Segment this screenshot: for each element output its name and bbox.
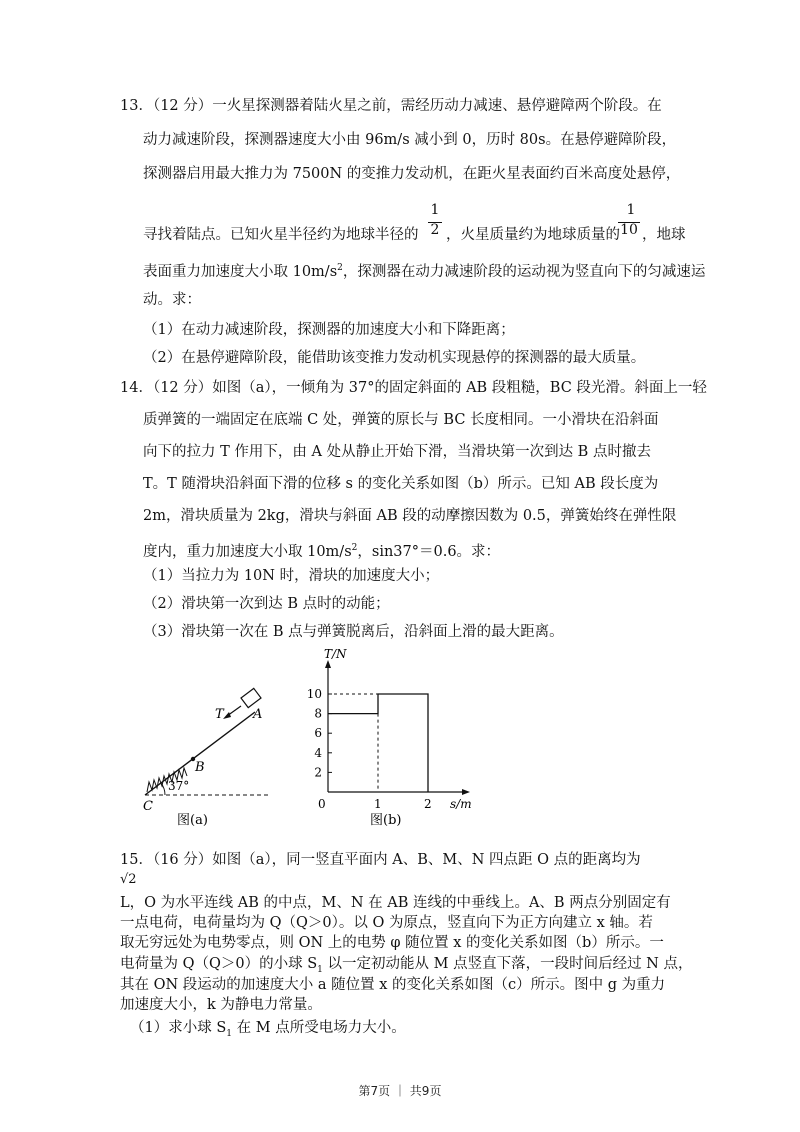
x-axis-label: s/m — [450, 797, 472, 811]
q14-line-6: 度内，重力加速度大小取 $10m/s^2$，sin37°＝0.6。求： — [143, 543, 501, 560]
q13-line-3: 探测器启用最大推力为 7500N 的变推力发动机，在距火星表面约百米高度处悬停， — [143, 166, 681, 182]
slider-block — [241, 688, 261, 707]
fraction-numerator: 1 — [430, 202, 440, 218]
q13-line-1: 13．（12 分）一火星探测器着陆火星之前，需经历动力减速、悬停避障两个阶段。在 — [120, 98, 662, 114]
series-line — [328, 694, 428, 792]
figure-a-incline — [135, 680, 295, 830]
q14-line-2: 质弹簧的一端固定在底端 C 处，弹簧的原长与 BC 长度相同。一小滑块在沿斜面 — [143, 412, 659, 428]
figure-b-chart — [300, 648, 480, 828]
q13-sub-2: （2）在悬停避障阶段，能借助该变推力发动机实现悬停的探测器的最大质量。 — [143, 350, 646, 366]
q13-line-4c: ，地球 — [642, 227, 686, 243]
y-axis-label: T/N — [324, 648, 347, 661]
q13-line-4b: ，火星质量约为地球质量的 — [446, 227, 620, 243]
caption-a: 图(a) — [177, 813, 208, 828]
x-tick-label: 0 — [318, 797, 326, 811]
q15-line-3: 一点电荷，电荷量均为 Q（Q＞0）。以 O 为原点，竖直向下为正方向建立 x 轴。若 — [120, 915, 653, 931]
q13-line-5: 表面重力加速度大小取 $10m/s^2$，探测器在动力减速阶段的运动视为竖直向下的匀减速运 — [143, 263, 706, 280]
caption-b: 图(b) — [370, 813, 402, 828]
superscript: 2 — [337, 263, 343, 273]
fraction-numerator: 1 — [626, 202, 636, 218]
y-tick-label: 2 — [314, 765, 322, 780]
q14-line-1: 14．（12 分）如图（a），一倾角为 37°的固定斜面的 AB 段粗糙，BC 段光滑。斜面上一轻 — [120, 380, 707, 396]
q14-sub-2: （2）滑块第一次到达 B 点时的动能； — [143, 596, 390, 612]
fraction-denominator: 10 — [620, 222, 638, 238]
q13-line-2: 动力减速阶段，探测器速度大小由 96m/s 减小到 0，历时 80s。在悬停避障阶段， — [143, 132, 677, 148]
q15-line-6: 其在 ON 段运动的加速度大小 a 随位置 x 的变化关系如图（c）所示。图中 g 为重力 — [120, 977, 666, 993]
label-t: T — [215, 707, 224, 722]
q15-line-4: 取无穷远处为电势零点，则 ON 上的电势 φ 随位置 x 的变化关系如图（b）所示。一 — [120, 935, 664, 951]
y-tick-label: 4 — [314, 745, 322, 760]
y-axis-arrow — [325, 660, 331, 668]
page-footer: 第7页 ｜ 共9页 — [358, 1084, 442, 1098]
q14-line-3: 向下的拉力 T 作用下，由 A 处从静止开始下滑，当滑块第一次到达 B 点时撤去 — [143, 444, 651, 460]
y-tick-label: 8 — [314, 706, 322, 721]
subscript: 1 — [226, 1028, 233, 1039]
q13-sub-1: （1）在动力减速阶段，探测器的加速度大小和下降距离； — [143, 322, 515, 338]
q14-line-4: T。T 随滑块沿斜面下滑的位移 s 的变化关系如图（b）所示。已知 AB 段长度为 — [143, 476, 659, 492]
q15-sub-1: （1）求小球 $S_1$ 在 M 点所受电场力大小。 — [130, 1020, 406, 1039]
x-tick-label: 2 — [424, 797, 432, 811]
x-tick-label: 1 — [374, 797, 382, 811]
label-a: A — [253, 707, 263, 722]
label-c: C — [143, 799, 153, 814]
force-arrowhead — [223, 712, 231, 719]
fraction-denominator: 2 — [430, 222, 440, 238]
label-angle: 37° — [168, 779, 190, 793]
q15-line-1: 15．（16 分）如图（a），同一竖直平面内 A、B、M、N 四点距 O 点的距离均为 — [120, 852, 641, 868]
y-tick-label: 10 — [306, 687, 322, 701]
subscript: 1 — [317, 964, 323, 975]
q14-sub-1: （1）当拉力为 10N 时，滑块的加速度大小； — [143, 568, 440, 584]
q14-sub-3: （3）滑块第一次在 B 点与弹簧脱离后，沿斜面上滑的最大距离。 — [143, 624, 564, 640]
q15-line-7: 加速度大小，k 为静电力常量。 — [120, 997, 322, 1013]
x-axis-arrow — [462, 789, 470, 795]
incline-surface — [145, 712, 255, 795]
q15-line-2: L，O 为水平连线 AB 的中点，M、N 在 AB 连线的中垂线上。A、B 两点分别固定有 — [120, 895, 671, 911]
y-tick-label: 6 — [314, 726, 322, 741]
q14-line-5: 2m，滑块质量为 2kg，滑块与斜面 AB 段的动摩擦因数为 0.5，弹簧始终在弹性限 — [143, 508, 677, 524]
sqrt-two: √2 — [120, 872, 137, 887]
superscript: 2 — [351, 543, 358, 553]
q15-line-5: 电荷量为 Q（Q＞0）的小球 $S_1$ 以一定初动能从 M 点竖直下落，一段时间后经过 N 点， — [120, 956, 693, 975]
q13-line-4a: 寻找着陆点。已知火星半径约为地球半径的 — [143, 227, 419, 243]
label-b: B — [195, 760, 205, 775]
q13-line-6: 动。求： — [143, 292, 201, 308]
